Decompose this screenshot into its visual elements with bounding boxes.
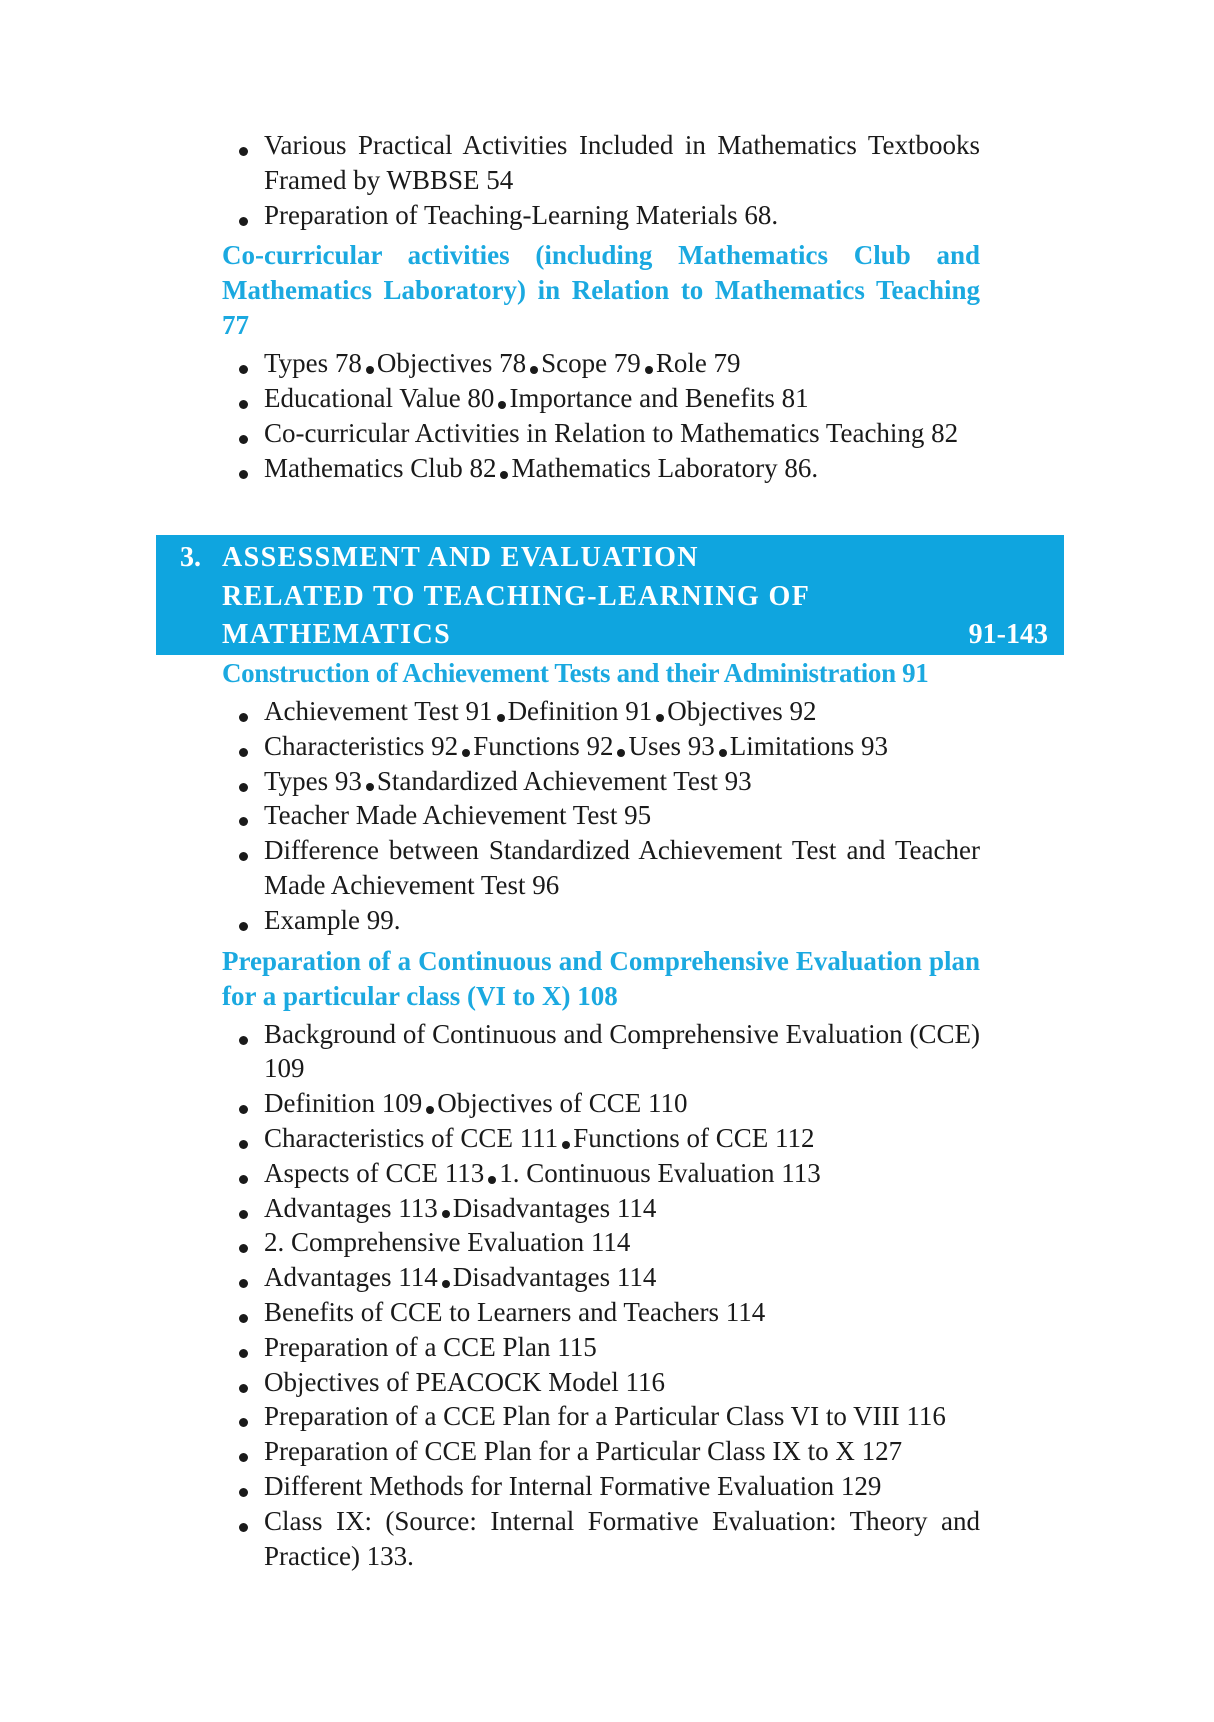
bullet-icon: [462, 749, 470, 757]
bullet-icon: [488, 1176, 496, 1184]
bullet-icon: [239, 1349, 248, 1358]
bullet-icon: [239, 748, 248, 757]
toc-entry: [222, 798, 980, 833]
toc-section: [222, 944, 980, 1574]
bullet-icon: [239, 147, 248, 156]
toc-entry-text: Limitations 93: [729, 730, 888, 761]
toc-entry-text: Definition 109: [264, 1088, 423, 1119]
toc-entry: [222, 1469, 980, 1504]
bullet-icon: [366, 366, 374, 374]
toc-entry-text: Advantages 113: [264, 1192, 438, 1223]
bullet-icon: [239, 470, 248, 479]
section-heading: Preparation of a Continuous and Comprehensive Evaluation plan for a particular class (VI to X) 108: [222, 945, 980, 1011]
toc-entry-text: Functions 92: [473, 730, 614, 761]
toc-entry: [222, 903, 980, 938]
bullet-icon: [498, 401, 506, 409]
bullet-icon: [239, 1140, 248, 1149]
bullet-icon: [239, 1418, 248, 1427]
bullet-icon: [239, 1523, 248, 1532]
bullet-icon: [239, 1036, 248, 1045]
toc-entry-text: Role 79: [655, 348, 741, 379]
toc-entry-text: Uses 93: [628, 730, 715, 761]
bullet-icon: [656, 714, 664, 722]
toc-entry-text: 1. Continuous Evaluation 113: [499, 1157, 821, 1188]
bullet-icon: [239, 1210, 248, 1219]
bullet-icon: [442, 1210, 450, 1218]
toc-entry-text: Mathematics Club 82: [264, 452, 497, 483]
toc-entry-text: Various Practical Activities Included in Mathematics Textbooks Framed by WBBSE 54: [264, 130, 980, 195]
bullet-icon: [239, 1175, 248, 1184]
bullet-icon: [239, 1105, 248, 1114]
toc-entry: [222, 1225, 980, 1260]
toc-entry: [222, 729, 980, 764]
toc-entry-text: Types 93: [264, 765, 362, 796]
toc-entry: [222, 1191, 980, 1226]
toc-entry-text: Objectives of PEACOCK Model 116: [264, 1366, 665, 1397]
chapter-title: ASSESSMENT AND EVALUATION RELATED TO TEACHING-LEARNING OF MATHEMATICS: [222, 542, 810, 650]
toc-entry-text: Objectives of CCE 110: [437, 1088, 688, 1119]
toc-entry-text: Mathematics Laboratory 86.: [511, 452, 819, 483]
toc-entry-text: Class IX: (Source: Internal Formative Evaluation: Theory and Practice) 133.: [264, 1505, 980, 1571]
toc-entry: [222, 451, 980, 486]
toc-entry-text: Preparation of CCE Plan for a Particular Class IX to X 127: [264, 1436, 903, 1467]
toc-entry-text: Standardized Achievement Test 93: [376, 765, 752, 796]
bullet-icon: [239, 217, 248, 226]
toc-entry: [222, 381, 980, 416]
toc-entry-text: Scope 79: [541, 348, 641, 379]
toc-entry: [222, 1295, 980, 1330]
toc-entry-text: Achievement Test 91: [264, 696, 493, 726]
toc-entry: [222, 346, 980, 381]
toc-entry: [222, 1086, 980, 1121]
toc-entry-text: Preparation of a CCE Plan 115: [264, 1331, 597, 1362]
toc-section: [222, 238, 980, 485]
bullet-icon: [239, 1488, 248, 1497]
toc-entry-text: Disadvantages 114: [452, 1262, 657, 1293]
toc-entry: [222, 1504, 980, 1574]
bullet-icon: [239, 1314, 248, 1323]
toc-entry: [222, 764, 980, 799]
toc-entry-text: Importance and Benefits 81: [509, 383, 809, 414]
bullet-icon: [500, 471, 508, 479]
toc-entry: [222, 1330, 980, 1365]
toc-entry-text: Definition 91: [507, 696, 653, 726]
toc-entry: [222, 1156, 980, 1191]
toc-entry: [222, 128, 980, 198]
bullet-icon: [239, 435, 248, 444]
toc-entry-text: Different Methods for Internal Formative Evaluation 129: [264, 1470, 882, 1501]
bullet-icon: [497, 714, 505, 722]
upper-sections: [222, 238, 980, 485]
section-heading: Construction of Achievement Tests and their Administration 91: [222, 658, 929, 688]
bullet-icon: [617, 749, 625, 757]
bullet-icon: [719, 749, 727, 757]
chapter-number: 3.: [180, 542, 201, 573]
bullet-icon: [530, 366, 538, 374]
bullet-icon: [426, 1106, 434, 1114]
bullet-icon: [645, 366, 653, 374]
toc-entry-text: Objectives 92: [667, 696, 817, 726]
toc-entry-text: Example 99.: [264, 904, 401, 935]
bullet-icon: [239, 817, 248, 826]
toc-entry-text: Characteristics of CCE 111: [264, 1122, 559, 1153]
top-item-list: [222, 128, 980, 232]
toc-entry-text: Disadvantages 114: [452, 1192, 657, 1223]
toc-upper-block: [222, 128, 980, 486]
toc-entry: [222, 1434, 980, 1469]
toc-entry-text: Aspects of CCE 113: [264, 1157, 485, 1188]
toc-entry: [222, 1365, 980, 1400]
chapter-sections: [222, 656, 980, 1573]
toc-entry-text: Advantages 114: [264, 1262, 438, 1293]
bullet-icon: [239, 783, 248, 792]
toc-entry: [222, 1399, 980, 1434]
bullet-icon: [562, 1141, 570, 1149]
toc-entry-text: Teacher Made Achievement Test 95: [264, 800, 652, 831]
bullet-icon: [239, 922, 248, 931]
toc-entry-text: Background of Continuous and Comprehensive Evaluation (CCE) 109: [264, 1018, 980, 1084]
toc-entry-text: Educational Value 80: [264, 383, 495, 414]
toc-entry-text: Co-curricular Activities in Relation to Mathematics Teaching 82: [264, 417, 959, 448]
toc-entry-text: Types 78: [264, 348, 362, 379]
toc-entry-text: Difference between Standardized Achievement Test and Teacher Made Achievement Test 96: [264, 835, 980, 900]
bullet-icon: [239, 1384, 248, 1393]
bullet-icon: [239, 713, 248, 722]
toc-entry-text: Benefits of CCE to Learners and Teachers 114: [264, 1296, 766, 1327]
toc-chapter-block: [222, 656, 980, 1573]
bullet-icon: [239, 1244, 248, 1253]
toc-entry-text: Characteristics 92: [264, 730, 459, 761]
toc-entry: [222, 694, 980, 729]
chapter-page-range: 91-143: [968, 619, 1048, 650]
bullet-icon: [239, 1279, 248, 1288]
bullet-icon: [239, 400, 248, 409]
bullet-icon: [239, 852, 248, 861]
toc-entry: [222, 1017, 980, 1087]
toc-entry: [222, 1260, 980, 1295]
bullet-icon: [442, 1280, 450, 1288]
chapter-banner: [156, 535, 1064, 655]
bullet-icon: [239, 365, 248, 374]
toc-entry: [222, 1121, 980, 1156]
section-heading: Co-curricular activities (including Mathematics Club and Mathematics Laboratory) in Relation to Mathematics Teaching 77: [222, 240, 980, 341]
toc-entry-text: 2. Comprehensive Evaluation 114: [264, 1227, 631, 1258]
toc-entry-text: Functions of CCE 112: [573, 1122, 815, 1153]
toc-entry-text: Preparation of a CCE Plan for a Particular Class VI to VIII 116: [264, 1401, 946, 1432]
toc-entry: [222, 833, 980, 903]
toc-section: [222, 656, 980, 938]
toc-entry-text: Objectives 78: [376, 348, 527, 379]
toc-entry-text: Preparation of Teaching-Learning Materials 68.: [264, 199, 779, 230]
bullet-icon: [239, 1453, 248, 1462]
toc-entry: [222, 198, 980, 233]
toc-entry: [222, 416, 980, 451]
bullet-icon: [366, 783, 374, 791]
